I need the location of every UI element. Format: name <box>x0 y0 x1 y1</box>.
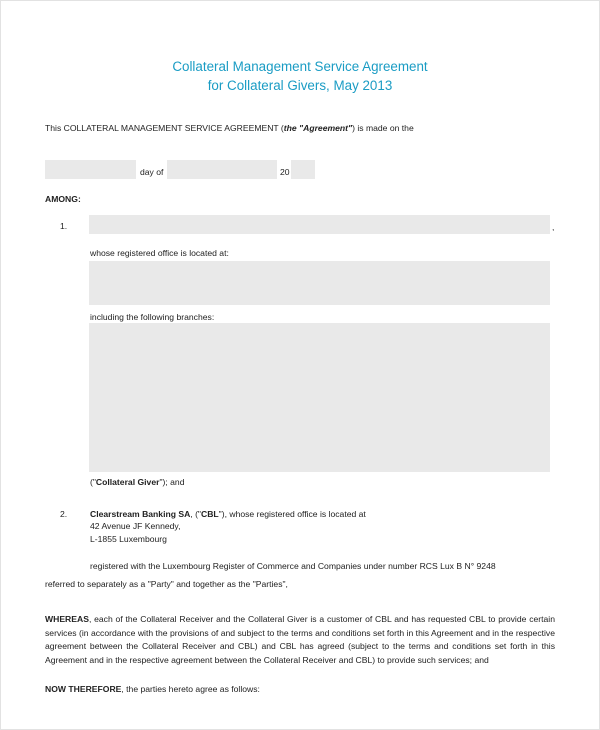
party-1-branches-field[interactable] <box>89 323 550 472</box>
branches-label: including the following branches: <box>90 312 215 322</box>
party-1-address-field[interactable] <box>89 261 550 305</box>
date-month-field[interactable] <box>167 160 277 179</box>
party-2-name: Clearstream Banking SA <box>90 509 191 519</box>
date-year-field[interactable] <box>291 160 315 179</box>
whereas-paragraph <box>45 613 555 667</box>
whereas-label: WHEREAS <box>45 614 89 624</box>
definition-post: "); and <box>159 477 185 487</box>
now-therefore-text: , the parties hereto agree as follows: <box>121 684 260 694</box>
party-2-post: "), whose registered office is located at <box>218 509 366 519</box>
party-1-comma: , <box>552 222 555 232</box>
party-2-address-line-1: 42 Avenue JF Kennedy, <box>90 521 181 531</box>
registered-office-label: whose registered office is located at: <box>90 248 229 258</box>
day-of-label: day of <box>140 167 164 177</box>
party-2-heading <box>90 509 366 519</box>
date-day-field[interactable] <box>45 160 136 179</box>
now-therefore-line <box>45 684 260 694</box>
among-heading: AMONG: <box>45 194 81 204</box>
collateral-giver-definition <box>90 477 184 487</box>
party-2-number: 2. <box>60 509 68 519</box>
year-prefix: 20 <box>280 167 290 177</box>
party-1-number: 1. <box>60 221 68 231</box>
party-2-short-name: CBL <box>201 509 219 519</box>
whereas-text: , each of the Collateral Receiver and the Collateral Giver is a customer of CBL and has requested CBL to provide certain services (in accordance with the provisions of and subject to the terms and conditions set forth in this Agreement and in the respective agreement between the Collateral Receiver and CBL) and CBL has agreed (subject to the terms and conditions set forth in this Agreement and in the respective agreement between the Collateral Receiver and CBL) to provide such services; and <box>45 614 555 665</box>
now-therefore-label: NOW THEREFORE <box>45 684 122 694</box>
intro-pre: This COLLATERAL MANAGEMENT SERVICE AGREEMENT ( <box>45 123 284 133</box>
party-1-name-field[interactable] <box>89 215 550 234</box>
agreement-defined-term: the "Agreement" <box>283 123 353 133</box>
party-2-separator: , (" <box>190 509 201 519</box>
definition-pre: (" <box>90 477 96 487</box>
document-title-line-2: for Collateral Givers, May 2013 <box>207 78 393 93</box>
intro-sentence <box>45 123 414 133</box>
collateral-giver-term: Collateral Giver <box>95 477 160 487</box>
party-2-registration: registered with the Luxembourg Register of Commerce and Companies under number RCS Lux B N° 9248 <box>90 561 496 571</box>
party-2-address-line-2: L-1855 Luxembourg <box>90 534 167 544</box>
referred-to-line: referred to separately as a "Party" and together as the "Parties", <box>45 579 288 589</box>
document-title-line-1: Collateral Management Service Agreement <box>172 59 428 74</box>
intro-post: ) is made on the <box>352 123 414 133</box>
